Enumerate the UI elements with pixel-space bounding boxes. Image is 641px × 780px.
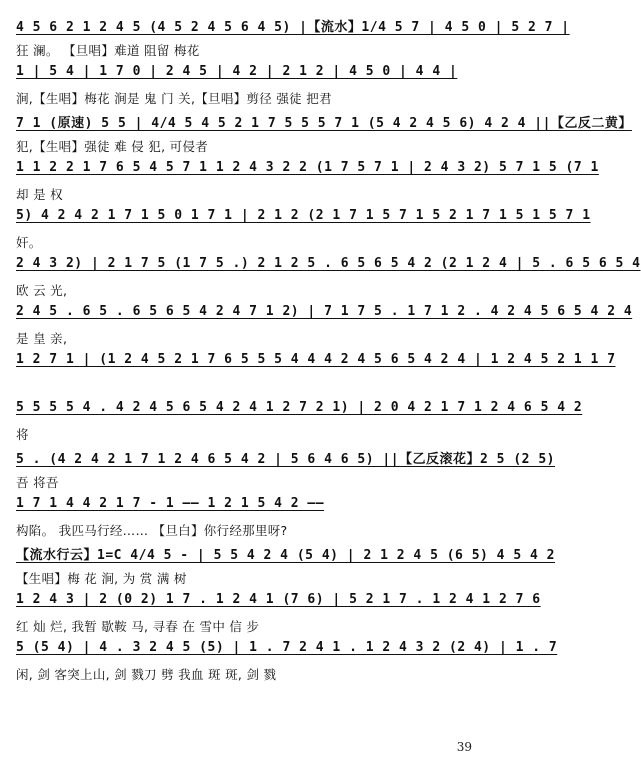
lyric-line: 闲, 剑 客突上山, 剑 戮刀 劈 我血 斑 斑, 剑 戮 [16, 667, 277, 682]
score-row [12, 448, 555, 496]
notation-line: 5 5 5 5 4 . 4 2 4 5 6 5 4 2 4 1 2 7 2 1) | 2 0 4 2 1 7 1 2 4 6 5 4 2 [16, 400, 583, 415]
lyric-line: 是 皇 亲, [16, 331, 68, 346]
notation-line: 1 | 5 4 | 1 7 0 | 2 4 5 | 4 2 | 2 1 2 | 4 5 0 | 4 4 | [16, 64, 458, 79]
score-row [12, 496, 492, 544]
lyric-line: 欧 云 光, [16, 283, 68, 298]
score-row [12, 256, 641, 304]
score-row [12, 64, 492, 112]
notation-line: 1 2 7 1 | (1 2 4 5 2 1 7 6 5 5 5 4 4 4 2 4 5 6 5 4 2 4 | 1 2 4 5 2 1 1 7 [16, 352, 616, 367]
score-row [12, 112, 632, 160]
notation-line: 5) 4 2 4 2 1 7 1 5 0 1 7 1 | 2 1 2 (2 1 7 1 5 7 1 5 2 1 7 1 5 1 5 7 1 [16, 208, 591, 223]
score-row [12, 400, 583, 448]
lyric-line: 狂 澜。 【旦唱】难道 阻留 梅花 [16, 43, 200, 58]
notation-line: 【流水行云】1=C 4/4 5 - | 5 5 4 2 4 (5 4) | 2 1 2 4 5 (6 5) 4 5 4 2 [16, 548, 555, 563]
notation-line: 2 4 3 2) | 2 1 7 5 (1 7 5 .) 2 1 2 5 . 6 5 6 5 4 2 (2 1 2 4 | 5 . 6 5 6 5 4 [16, 256, 641, 271]
score-row [12, 160, 599, 208]
lyric-line: 构陷。 我匹马行经…… 【旦白】你行经那里呀? [16, 523, 288, 538]
notation-line: 4 5 6 2 1 2 4 5 (4 5 2 4 5 6 4 5) |【流水】1/4 5 7 | 4 5 0 | 5 2 7 | [16, 20, 570, 35]
lyric-line: 将 [16, 427, 29, 442]
notation-line: 1 1 2 2 1 7 6 5 4 5 7 1 1 2 4 3 2 2 (1 7 5 7 1 | 2 4 3 2) 5 7 1 5 (7 1 [16, 160, 599, 175]
notation-line: 1 7 1 4 4 2 1 7 - 1 —— 1 2 1 5 4 2 —— [16, 496, 325, 511]
lyric-line: 红 灿 烂, 我暂 歇鞍 马, 寻春 在 雪中 信 步 [16, 619, 260, 634]
score-row [12, 208, 591, 256]
lyric-line: 却 是 权 [16, 187, 63, 202]
score-row [12, 592, 541, 640]
lyric-line: 涧,【生唱】梅花 涧是 鬼 门 关,【旦唱】剪径 强徒 把君 [16, 91, 332, 106]
notation-line: 5 (5 4) | 4 . 3 2 4 5 (5) | 1 . 7 2 4 1 . 1 2 4 3 2 (2 4) | 1 . 7 [16, 640, 558, 655]
score-row [12, 352, 616, 400]
lyric-line: 【生唱】梅 花 涧, 为 赏 满 树 [16, 571, 187, 586]
notation-line: 1 2 4 3 | 2 (0 2) 1 7 . 1 2 4 1 (7 6) | 5 2 1 7 . 1 2 4 1 2 7 6 [16, 592, 541, 607]
notation-line: 5 . (4 2 4 2 1 7 1 2 4 6 5 4 2 | 5 6 4 6 5) ||【乙反滚花】2 5 (2 5) [16, 452, 555, 467]
score-row [12, 304, 633, 352]
score-rows [12, 16, 641, 688]
score-row [12, 544, 555, 592]
lyric-line: 奸。 [16, 235, 42, 250]
lyric-line: 吾 将吾 [16, 475, 59, 490]
lyric-line: 犯,【生唱】强徒 难 侵 犯, 可侵者 [16, 139, 209, 154]
notation-line: 7 1 (原速) 5 5 | 4/4 5 4 5 2 1 7 5 5 5 7 1 (5 4 2 4 5 6) 4 2 4 ||【乙反二黄】 [16, 116, 632, 131]
score-row [12, 640, 558, 688]
notation-line: 2 4 5 . 6 5 . 6 5 6 5 4 2 4 7 1 2) | 7 1 7 5 . 1 7 1 2 . 4 2 4 5 6 5 4 2 4 [16, 304, 633, 319]
score-row [12, 16, 570, 64]
page-number: 39 [456, 740, 472, 754]
